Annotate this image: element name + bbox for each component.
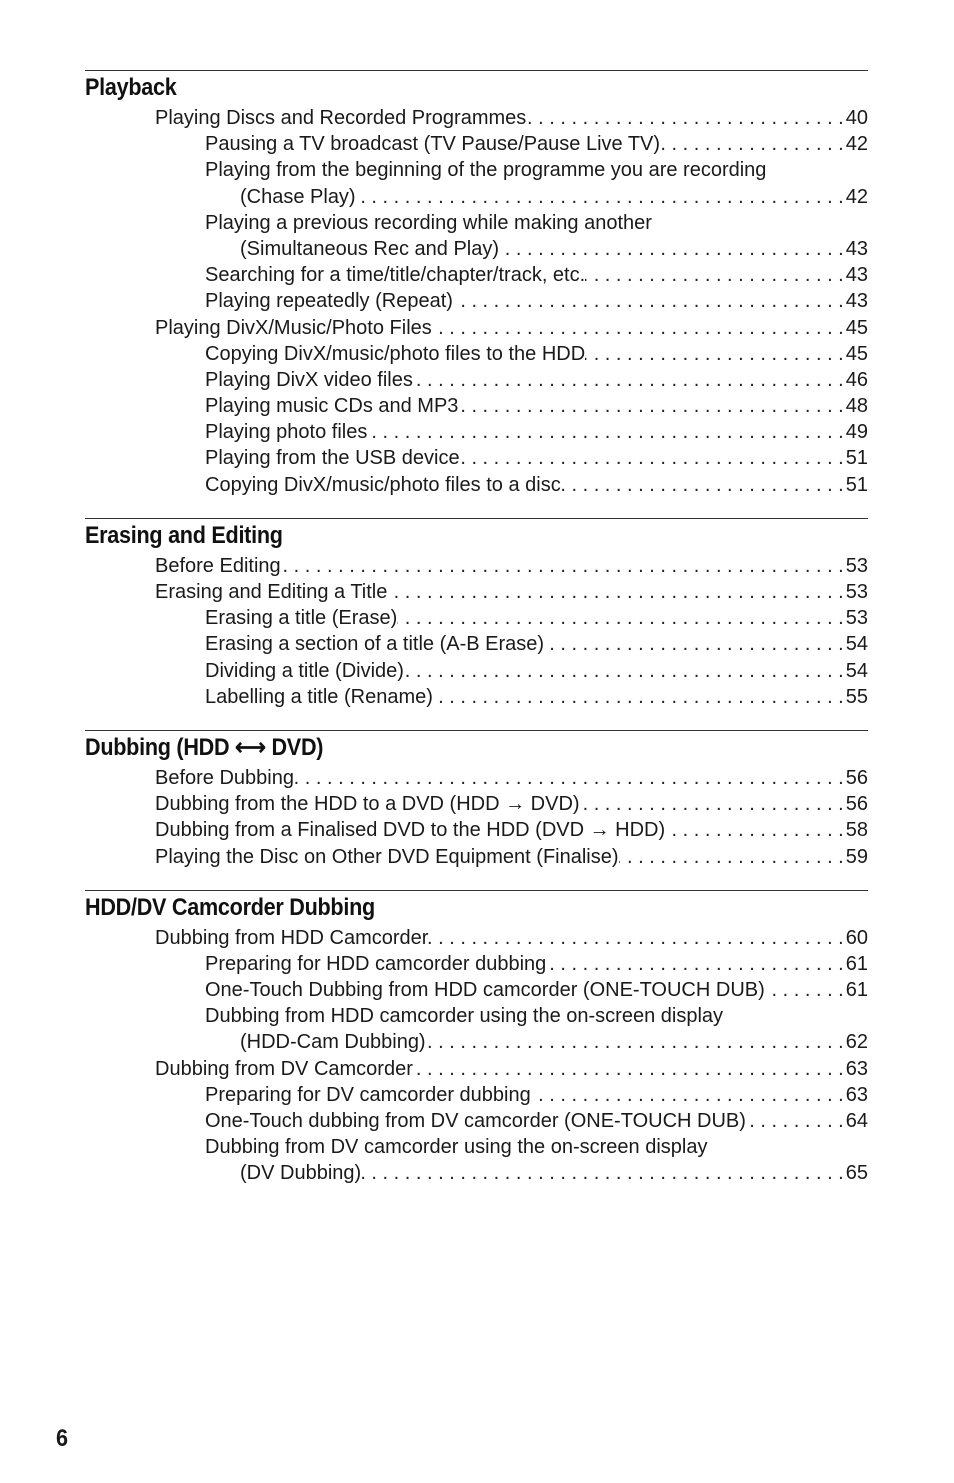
dot-leader (397, 605, 843, 631)
toc-entry (85, 341, 868, 367)
entry-text: Playing from the beginning of the programme you are recording (205, 159, 767, 182)
table-of-contents (85, 70, 868, 1207)
toc-entry (85, 658, 868, 684)
entry-text: Dubbing from HDD camcorder using the on-screen display (205, 1005, 724, 1028)
entry-text: Dividing a title (Divide) (205, 659, 404, 682)
entry-text: Erasing a title (Erase) (205, 607, 398, 630)
entry-page-number: 64 (845, 1110, 868, 1132)
entry-page-number: 54 (845, 659, 868, 682)
toc-entry (85, 1056, 868, 1082)
entry-text: Playing DivX/Music/Photo Files (155, 316, 432, 339)
entry-text: Before Dubbing (155, 766, 294, 789)
toc-entry (85, 553, 868, 579)
entry-page-number: 65 (845, 1162, 868, 1185)
entry-page-number: 46 (845, 368, 868, 391)
dot-leader (458, 393, 843, 419)
toc-entry (85, 765, 868, 791)
dot-leader (665, 817, 844, 843)
dot-leader (453, 288, 844, 314)
toc-entry (85, 925, 868, 951)
entry-page-number: 43 (845, 290, 868, 313)
entry-page-number: 59 (845, 845, 868, 868)
toc-entry (85, 288, 868, 314)
entry-text: Dubbing from DV Camcorder (155, 1057, 413, 1080)
dot-leader (746, 1108, 844, 1134)
toc-entry (85, 844, 868, 870)
toc-section (85, 890, 868, 1187)
toc-entry-continuation (85, 236, 868, 262)
entry-page-number: 53 (845, 554, 868, 577)
dot-leader (531, 1082, 844, 1108)
entry-text: Pausing a TV broadcast (TV Pause/Pause Live TV) (205, 133, 661, 156)
toc-entry (85, 315, 868, 341)
dot-leader (460, 445, 844, 471)
entry-page-number: 49 (845, 421, 868, 444)
entry-page-number: 45 (845, 316, 868, 339)
toc-section (85, 70, 868, 498)
entry-page-number: 40 (845, 107, 868, 129)
dot-leader (281, 553, 844, 579)
dot-leader (404, 658, 844, 684)
entry-text: One-Touch Dubbing from HDD camcorder (ONE-TOUCH DUB) (205, 979, 765, 1002)
entry-text: Playing photo files (205, 421, 368, 444)
dot-leader (367, 419, 843, 445)
entry-text: Playing DivX video files (205, 368, 413, 391)
entry-page-number: 51 (845, 447, 868, 470)
dot-leader (585, 341, 844, 367)
toc-entry (85, 817, 868, 843)
dot-leader (580, 791, 844, 817)
toc-entry (85, 1003, 868, 1029)
dot-leader (546, 951, 843, 977)
toc-section (85, 518, 868, 710)
entry-text: Searching for a time/title/chapter/track, etc. (205, 264, 586, 287)
entry-page-number: 48 (845, 395, 868, 418)
dot-leader (294, 765, 844, 791)
toc-entry (85, 262, 868, 288)
entry-text: Playing the Disc on Other DVD Equipment (Finalise) (155, 845, 619, 868)
toc-entry (85, 579, 868, 605)
toc-entry (85, 105, 868, 131)
entry-page-number: 61 (845, 979, 868, 1002)
toc-entry (85, 605, 868, 631)
dot-leader (561, 472, 844, 498)
entry-page-number: 63 (845, 1057, 868, 1080)
entry-page-number: 43 (845, 237, 868, 260)
toc-entry-continuation (85, 184, 868, 210)
entry-page-number: 45 (845, 342, 868, 365)
entry-page-number: 55 (845, 685, 868, 708)
entry-page-number: 58 (845, 819, 868, 842)
toc-entry (85, 210, 868, 236)
entry-page-number: 53 (845, 581, 868, 603)
dot-leader (526, 105, 843, 131)
toc-entry (85, 1134, 868, 1160)
entry-text: Copying DivX/music/photo files to a disc (205, 473, 561, 496)
entry-text-continued: (Simultaneous Rec and Play) (240, 237, 500, 260)
entry-page-number: 63 (845, 1083, 868, 1106)
entry-text: Erasing a section of a title (A-B Erase) (205, 633, 545, 656)
entry-text: Dubbing from DV camcorder using the on-screen display (205, 1136, 708, 1159)
dot-leader (413, 367, 844, 393)
dot-leader (426, 1029, 844, 1055)
dot-leader (428, 925, 843, 951)
toc-entry (85, 1082, 868, 1108)
entry-text: Playing repeatedly (Repeat) (205, 290, 453, 313)
entry-page-number: 54 (845, 633, 868, 656)
section-title: HDD/DV Camcorder Dubbing (85, 893, 375, 921)
toc-entry (85, 131, 868, 157)
entry-page-number: 56 (845, 766, 868, 789)
entry-text: Before Editing (155, 554, 281, 577)
toc-entry (85, 419, 868, 445)
page-number: 6 (56, 1425, 69, 1452)
toc-entry (85, 367, 868, 393)
toc-entry-continuation (85, 1160, 868, 1186)
entry-text: Dubbing from the HDD to a DVD (HDD → DVD) (155, 793, 580, 816)
dot-leader (361, 1160, 844, 1186)
dot-leader (765, 977, 844, 1003)
entry-page-number: 42 (845, 185, 868, 208)
toc-entry (85, 445, 868, 471)
dot-leader (499, 236, 844, 262)
entry-text-continued: (DV Dubbing) (240, 1162, 362, 1185)
toc-entry-continuation (85, 1029, 868, 1055)
entry-text: Playing music CDs and MP3 (205, 395, 459, 418)
entry-text: Erasing and Editing a Title (155, 581, 388, 603)
toc-entry (85, 684, 868, 710)
dot-leader (356, 184, 844, 210)
entry-text: Dubbing from HDD Camcorder (155, 926, 429, 949)
section-title: Dubbing (HDD ⟷ DVD) (85, 733, 324, 761)
dot-leader (413, 1056, 844, 1082)
toc-entry (85, 393, 868, 419)
section-title: Erasing and Editing (85, 521, 283, 549)
dot-leader (660, 131, 844, 157)
entry-page-number: 62 (845, 1031, 868, 1054)
entry-text: One-Touch dubbing from DV camcorder (ONE-TOUCH DUB) (205, 1110, 746, 1132)
toc-entry (85, 1108, 868, 1134)
dot-leader (387, 579, 843, 605)
entry-text-continued: (HDD-Cam Dubbing) (240, 1031, 426, 1054)
entry-text: Labelling a title (Rename) (205, 685, 433, 708)
toc-entry (85, 791, 868, 817)
entry-text: Playing from the USB device (205, 447, 460, 470)
entry-text: Playing a previous recording while making another (205, 211, 652, 234)
entry-text-continued: (Chase Play) (240, 185, 356, 208)
entry-page-number: 61 (845, 952, 868, 975)
toc-entry (85, 631, 868, 657)
toc-section (85, 730, 868, 870)
section-title: Playback (85, 74, 177, 101)
dot-leader (619, 844, 844, 870)
dot-leader (432, 315, 844, 341)
entry-text: Playing Discs and Recorded Programmes (155, 107, 527, 129)
toc-entry (85, 977, 868, 1003)
entry-page-number: 51 (845, 473, 868, 496)
dot-leader (544, 631, 844, 657)
entry-text: Preparing for DV camcorder dubbing (205, 1083, 531, 1106)
entry-page-number: 56 (845, 793, 868, 816)
toc-entry (85, 472, 868, 498)
entry-text: Copying DivX/music/photo files to the HDD (205, 342, 586, 365)
dot-leader (585, 262, 844, 288)
entry-text: Preparing for HDD camcorder dubbing (205, 952, 547, 975)
entry-text: Dubbing from a Finalised DVD to the HDD (DVD → HDD) (155, 819, 666, 842)
entry-page-number: 43 (845, 264, 868, 287)
entry-page-number: 42 (845, 133, 868, 156)
entry-page-number: 53 (845, 607, 868, 630)
toc-entry (85, 157, 868, 183)
dot-leader (433, 684, 844, 710)
entry-page-number: 60 (845, 926, 868, 949)
toc-entry (85, 951, 868, 977)
